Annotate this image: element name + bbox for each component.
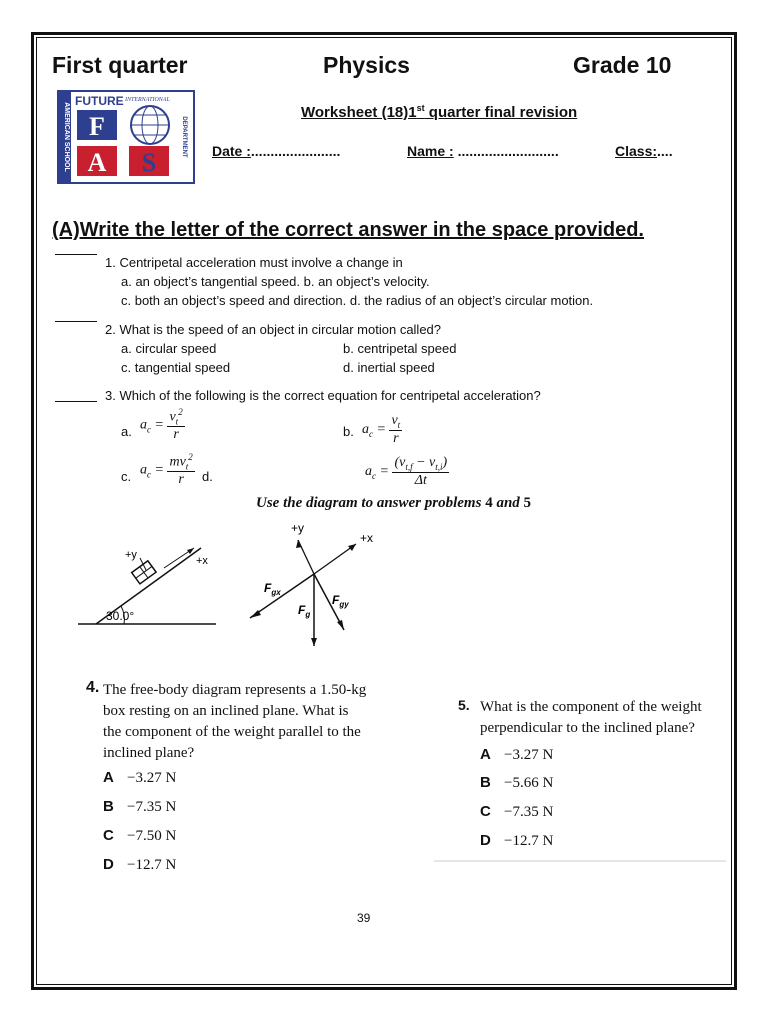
page-number: 39: [357, 911, 371, 925]
grade-title: Grade 10: [573, 52, 672, 78]
section-a-heading: (A)Write the letter of the correct answer in the space provided.: [52, 219, 644, 241]
logo-side-text: AMERICAN SCHOOL: [63, 102, 70, 172]
q2-choice-d: d. inertial speed: [343, 360, 435, 375]
q4-choice-b[interactable]: B −7.35 N: [103, 798, 177, 815]
fbd-plus-x-label: +x: [360, 531, 374, 545]
q2-choice-b: b. centripetal speed: [343, 341, 457, 356]
box-icon: [132, 561, 156, 584]
answer-blank-1[interactable]: [55, 254, 97, 255]
q1-choices-line2: c. both an object’s speed and direction. d. the radius of an object’s circular motion.: [121, 293, 594, 308]
diagram-instruction: Use the diagram to answer problems 4 and 5: [256, 495, 532, 511]
worksheet-title: Worksheet (18)1st quarter final revision: [301, 103, 578, 121]
q5-stem: What is the component of the weight perpendicular to the inclined plane?: [480, 699, 702, 736]
q5-choice-b[interactable]: B −5.66 N: [480, 774, 554, 791]
q3-formula-d: $a_c$ = $\frac{(v_{t,f} - v_{t,i})}{\Delta t}$: [365, 455, 448, 488]
q5-choice-c[interactable]: C −7.35 N: [480, 803, 554, 820]
q4-choice-d[interactable]: D −12.7 N: [103, 856, 177, 873]
inclined-plane-diagram: [76, 540, 221, 630]
q3-stem: 3. Which of the following is the correct equation for centripetal acceleration?: [105, 388, 541, 403]
class-field: Class:....: [615, 143, 673, 159]
q4-number: 4.: [86, 679, 100, 696]
quarter-title: First quarter: [52, 52, 188, 78]
q4-choice-a[interactable]: A −3.27 N: [103, 769, 177, 786]
fbd-x-axis: [314, 544, 356, 574]
q3-formula-a: $a_c$ = $\frac{v_t^2}{r}$: [140, 407, 183, 443]
q5-choice-a[interactable]: A −3.27 N: [480, 746, 554, 763]
name-field: Name : ..........................: [407, 143, 559, 159]
answer-blank-2[interactable]: [55, 321, 97, 322]
q4-choice-c[interactable]: C −7.50 N: [103, 827, 177, 844]
logo-graphic: [59, 92, 193, 182]
q3-choice-c-label: c.: [121, 469, 132, 484]
logo-letter-f: F: [89, 112, 105, 141]
school-logo: [57, 90, 195, 184]
plus-x-label: +x: [196, 555, 208, 567]
angle-label: 30.0°: [106, 609, 135, 623]
fg-label: $F_g$: [298, 603, 311, 619]
q2-choice-c: c. tangential speed: [121, 360, 231, 375]
date-field: Date :.......................: [212, 143, 341, 159]
q3-choice-a-label: a.: [121, 424, 132, 439]
q4-stem: The free-body diagram represents a 1.50-kg box resting on an inclined plane. What is the component of the weight parallel to the inclined plane?: [103, 682, 367, 761]
q3-formula-c: $a_c$ = $\frac{mv_t^2}{r}$: [140, 452, 193, 488]
logo-arc-text: INTERNATIONAL: [125, 97, 170, 103]
logo-right-text: DEPARTMENT: [181, 116, 187, 158]
q3-choice-d-label: d.: [202, 469, 213, 484]
answer-blank-3[interactable]: [55, 401, 97, 402]
q3-choice-b-label: b.: [343, 424, 354, 439]
logo-top-text: FUTURE: [75, 94, 124, 108]
q5-choice-d[interactable]: D −12.7 N: [480, 832, 554, 849]
plus-y-label: +y: [125, 549, 137, 561]
fgx-label: $F_{gx}$: [264, 581, 281, 597]
q1-choices-line1: a. an object’s tangential speed. b. an object’s velocity.: [121, 274, 430, 289]
free-body-diagram: [236, 518, 386, 653]
q5-underline: [434, 860, 726, 862]
q3-formula-b: $a_c$ = $\frac{v_t}{r}$: [362, 413, 401, 446]
subject-title: Physics: [323, 52, 410, 78]
logo-letter-s: S: [141, 148, 157, 177]
q2-stem: 2. What is the speed of an object in circular motion called?: [105, 322, 442, 337]
fgy-label: $F_{gy}$: [332, 593, 349, 609]
logo-letter-a: A: [87, 148, 107, 177]
q2-choice-a: a. circular speed: [121, 341, 217, 356]
fbd-plus-y-label: +y: [291, 521, 305, 535]
q1-stem: 1. Centripetal acceleration must involve a change in: [105, 255, 403, 270]
q5-number: 5.: [458, 697, 470, 713]
